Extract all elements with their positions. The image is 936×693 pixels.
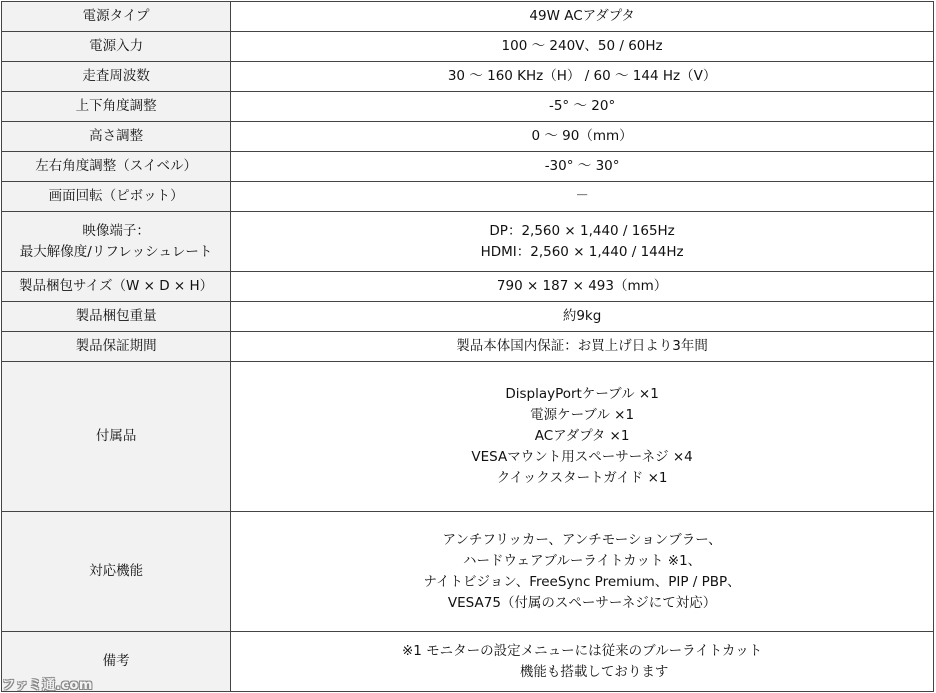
row-value: アンチフリッカー、アンチモーションブラー、 ハードウェアブルーライトカット ※1、 ナイトビジョン、FreeSync Premium、PIP / PBP、 VESA75（付属のスペーサーネジにて対応） bbox=[231, 512, 934, 632]
row-label: 備考 bbox=[2, 632, 231, 692]
table-row bbox=[2, 152, 934, 182]
row-label: 製品梱包サイズ（W × D × H） bbox=[2, 272, 231, 302]
table-row bbox=[2, 332, 934, 362]
row-label: 走査周波数 bbox=[2, 62, 231, 92]
row-value: 790 × 187 × 493（mm） bbox=[231, 272, 934, 302]
table-row bbox=[2, 302, 934, 332]
row-value: DisplayPortケーブル ×1 電源ケーブル ×1 ACアダプタ ×1 VESAマウント用スペーサーネジ ×4 クイックスタートガイド ×1 bbox=[231, 362, 934, 512]
row-label: 映像端子： 最大解像度/リフレッシュレート bbox=[2, 212, 231, 272]
row-label: 付属品 bbox=[2, 362, 231, 512]
row-label: 左右角度調整（スイベル） bbox=[2, 152, 231, 182]
row-label: 製品保証期間 bbox=[2, 332, 231, 362]
row-value: 30 ～ 160 KHz（H） / 60 ～ 144 Hz（V） bbox=[231, 62, 934, 92]
row-value: DP：2,560 × 1,440 / 165Hz HDMI：2,560 × 1,440 / 144Hz bbox=[231, 212, 934, 272]
table-row bbox=[2, 512, 934, 632]
table-row bbox=[2, 32, 934, 62]
table-row bbox=[2, 272, 934, 302]
table-row bbox=[2, 2, 934, 32]
table-row bbox=[2, 92, 934, 122]
table-row bbox=[2, 362, 934, 512]
row-value: -5° ～ 20° bbox=[231, 92, 934, 122]
table-row bbox=[2, 632, 934, 692]
row-value: － bbox=[231, 182, 934, 212]
row-value: 100 ～ 240V、50 / 60Hz bbox=[231, 32, 934, 62]
table-row bbox=[2, 182, 934, 212]
row-label: 高さ調整 bbox=[2, 122, 231, 152]
row-value: ※1 モニターの設定メニューには従来のブルーライトカット 機能も搭載しております bbox=[231, 632, 934, 692]
watermark-logo: ファミ通.com bbox=[2, 678, 93, 693]
table-row bbox=[2, 62, 934, 92]
row-label: 上下角度調整 bbox=[2, 92, 231, 122]
row-label: 電源タイプ bbox=[2, 2, 231, 32]
row-value: 49W ACアダプタ bbox=[231, 2, 934, 32]
table-row bbox=[2, 212, 934, 272]
row-value: 製品本体国内保証：お買上げ日より3年間 bbox=[231, 332, 934, 362]
spec-table bbox=[1, 1, 934, 692]
row-value: 約9kg bbox=[231, 302, 934, 332]
row-label: 画面回転（ピボット） bbox=[2, 182, 231, 212]
row-label: 製品梱包重量 bbox=[2, 302, 231, 332]
row-label: 対応機能 bbox=[2, 512, 231, 632]
row-value: 0 ～ 90（mm） bbox=[231, 122, 934, 152]
row-value: -30° ～ 30° bbox=[231, 152, 934, 182]
row-label: 電源入力 bbox=[2, 32, 231, 62]
table-row bbox=[2, 122, 934, 152]
